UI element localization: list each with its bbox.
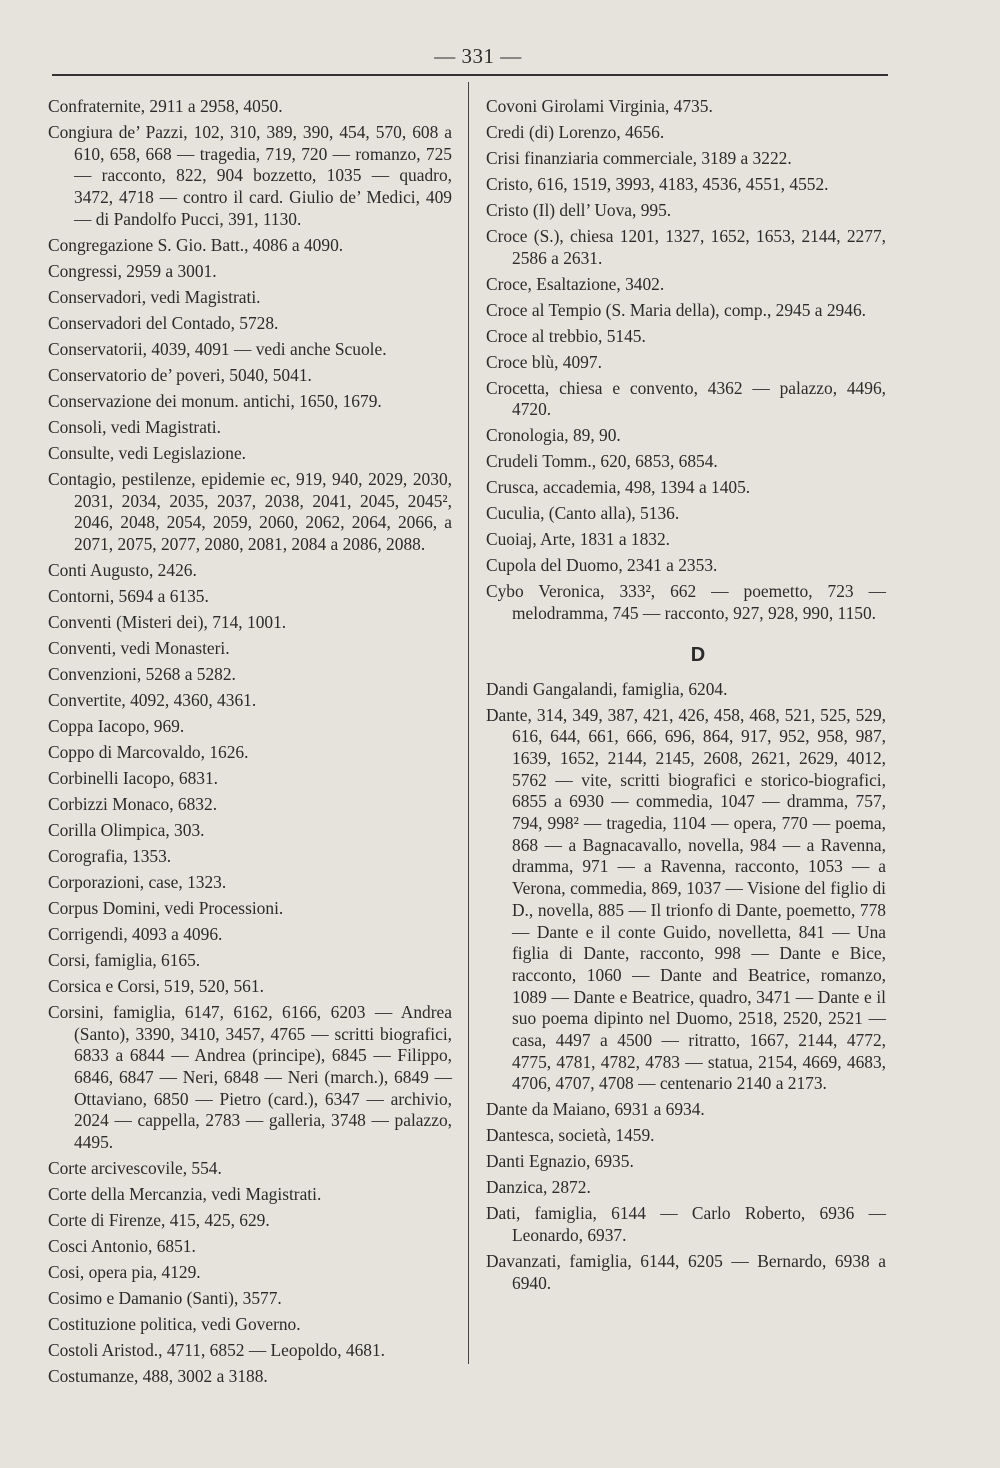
index-entry: Convertite, 4092, 4360, 4361. xyxy=(48,689,257,710)
index-entry: Corilla Olimpica, 303. xyxy=(48,819,205,840)
index-entry: Corporazioni, case, 1323. xyxy=(48,871,227,892)
index-entry: Crisi finanziaria commerciale, 3189 a 3222. xyxy=(486,148,792,168)
index-entry: Cupola del Duomo, 2341 a 2353. xyxy=(486,555,718,576)
index-entry: Cosci Antonio, 6851. xyxy=(48,1236,196,1257)
index-entry: Croce al Tempio (S. Maria della), comp., 2945 a 2946. xyxy=(486,299,866,320)
index-entry: Conventi, vedi Monasteri. xyxy=(48,637,230,658)
index-entry: Corsini, famiglia, 6147, 6162, 6166, 6203 — Andrea (Santo), 3390, 3410, 3457, 4765 — scritti biografici, 6833 a 6844 — Andrea (principe), 6845 — Filippo, 6846, 6847 — Neri, 6848 — Neri (march.), 6849 — Ottaviano, 6850 — Pietro (card.), 6347 — archivio, 2024 — cappella, 2783 — galleria, 3748 — palazzo, 4495. xyxy=(48,1001,452,1153)
index-entry: Corsi, famiglia, 6165. xyxy=(48,949,201,970)
index-entry: Congressi, 2959 a 3001. xyxy=(48,260,217,281)
index-entry: Corbinelli Iacopo, 6831. xyxy=(48,767,219,788)
index-entry: Corografia, 1353. xyxy=(48,845,172,866)
index-entry: Corsica e Corsi, 519, 520, 561. xyxy=(48,975,264,996)
index-entry: Consulte, vedi Legislazione. xyxy=(48,442,247,463)
index-entry: Congregazione S. Gio. Batt., 4086 a 4090. xyxy=(48,234,344,255)
index-entry: Corte della Mercanzia, vedi Magistrati. xyxy=(48,1184,322,1205)
page-number: — 331 — xyxy=(434,44,522,68)
index-entry: Costoli Aristod., 4711, 6852 — Leopoldo, 4681. xyxy=(48,1340,386,1361)
index-entry: Conservadori, vedi Magistrati. xyxy=(48,286,261,307)
index-entry: Dandi Gangalandi, famiglia, 6204. xyxy=(486,678,728,699)
index-entry: Credi (di) Lorenzo, 4656. xyxy=(486,122,665,142)
index-entry: Covoni Girolami Virginia, 4735. xyxy=(486,96,713,116)
right-column-c-entries xyxy=(486,96,886,625)
index-entry: Cybo Veronica, 333², 662 — poemetto, 723 — melodramma, 745 — racconto, 927, 928, 990, 1150. xyxy=(486,581,886,624)
index-entry: Crocetta, chiesa e convento, 4362 — palazzo, 4496, 4720. xyxy=(486,377,886,420)
index-entry: Contorni, 5694 a 6135. xyxy=(48,585,209,606)
index-entry: Consoli, vedi Magistrati. xyxy=(48,416,221,437)
index-entry: Convenzioni, 5268 a 5282. xyxy=(48,663,236,684)
index-entry: Conservazione dei monum. antichi, 1650, 1679. xyxy=(48,390,382,411)
index-entry: Confraternite, 2911 a 2958, 4050. xyxy=(48,96,283,116)
index-entry: Crusca, accademia, 498, 1394 a 1405. xyxy=(486,477,751,498)
header-rule xyxy=(52,74,888,76)
right-column-d-entries xyxy=(486,679,886,1295)
index-entry: Croce al trebbio, 5145. xyxy=(486,325,646,346)
section-letter: D xyxy=(690,643,706,666)
index-entry: Cosi, opera pia, 4129. xyxy=(48,1262,201,1283)
index-entry: Contagio, pestilenze, epidemie ec, 919, 940, 2029, 2030, 2031, 2034, 2035, 2037, 2038, 2041, 2045, 2045², 2046, 2048, 2054, 2059, 2060, 2062, 2064, 2066, a 2071, 2075, 2077, 2080, 2081, 2084 a 2086, 2088. xyxy=(48,468,452,554)
index-entry: Cristo (Il) dell’ Uova, 995. xyxy=(486,200,672,220)
index-entry: Conservatorii, 4039, 4091 — vedi anche Scuole. xyxy=(48,338,387,359)
index-entry: Cristo, 616, 1519, 3993, 4183, 4536, 4551, 4552. xyxy=(486,174,829,194)
index-entry: Congiura de’ Pazzi, 102, 310, 389, 390, 454, 570, 608 a 610, 658, 668 — tragedia, 719, 720 — romanzo, 725 — racconto, 822, 904 bozzetto, 1035 — quadro, 3472, 4718 — contro il card. Giulio de’ Medici, 409 — di Pandolfo Pucci, 391, 1130. xyxy=(48,122,452,229)
index-entry: Costituzione politica, vedi Governo. xyxy=(48,1314,301,1335)
index-entry: Corpus Domini, vedi Processioni. xyxy=(48,897,284,918)
index-entry: Dantesca, società, 1459. xyxy=(486,1125,655,1146)
index-entry: Cuoiaj, Arte, 1831 a 1832. xyxy=(486,529,671,550)
index-entry: Conservatorio de’ poveri, 5040, 5041. xyxy=(48,364,312,385)
right-column xyxy=(486,96,886,1299)
index-entry: Danti Egnazio, 6935. xyxy=(486,1151,634,1172)
index-entry: Costumanze, 488, 3002 a 3188. xyxy=(48,1366,268,1387)
index-entry: Croce blù, 4097. xyxy=(486,351,602,372)
index-entry: Dante, 314, 349, 387, 421, 426, 458, 468, 521, 525, 529, 616, 644, 661, 666, 696, 864, 917, 952, 958, 987, 1639, 1652, 2144, 2145, 2608, 2621, 2629, 4012, 5762 — vite, scritti biografici e storico-biografici, 6855 a 6930 — commedia, 1047 — dramma, 757, 794, 998² — tragedia, 1104 — opera, 770 — poema, 868 — a Bagnacavallo, novella, 984 — a Ravenna, dramma, 971 — a Ravenna, racconto, 1053 — a Verona, commedia, 869, 1037 — Visione del figlio di D., novella, 885 — Il trionfo di Dante, poemetto, 778 — Dante e il conte Guido, novelletta, 841 — Una figlia di Dante, racconto, 998 — Dante e Bice, racconto, 1060 — Dante and Beatrice, romanzo, 1089 — Dante e Beatrice, quadro, 3471 — Dante e il suo poema dipinto nel Duomo, 2518, 2520, 2521 — casa, 4497 a 4500 — ritratto, 1667, 2144, 4772, 4775, 4781, 4782, 4783 — statua, 2154, 4669, 4683, 4706, 4707, 4708 — centenario 2140 a 2173. xyxy=(486,704,886,1094)
index-entry: Corbizzi Monaco, 6832. xyxy=(48,793,218,814)
index-entry: Croce (S.), chiesa 1201, 1327, 1652, 1653, 2144, 2277, 2586 a 2631. xyxy=(486,226,886,268)
index-entry: Coppo di Marcovaldo, 1626. xyxy=(48,741,249,762)
index-entry: Conti Augusto, 2426. xyxy=(48,559,197,580)
index-entry: Cuculia, (Canto alla), 5136. xyxy=(486,503,680,524)
index-entry: Crudeli Tomm., 620, 6853, 6854. xyxy=(486,451,718,472)
index-entry: Coppa Iacopo, 969. xyxy=(48,715,185,736)
index-entry: Conventi (Misteri dei), 714, 1001. xyxy=(48,611,287,632)
index-entry: Cosimo e Damanio (Santi), 3577. xyxy=(48,1288,282,1309)
index-entry: Dati, famiglia, 6144 — Carlo Roberto, 6936 — Leonardo, 6937. xyxy=(486,1203,886,1246)
left-column xyxy=(48,96,452,1392)
index-entry: Corrigendi, 4093 a 4096. xyxy=(48,923,223,944)
index-entry: Conservadori del Contado, 5728. xyxy=(48,312,279,333)
index-entry: Corte arcivescovile, 554. xyxy=(48,1158,222,1179)
index-entry: Cronologia, 89, 90. xyxy=(486,425,621,446)
index-entry: Croce, Esaltazione, 3402. xyxy=(486,273,665,294)
index-entry: Danzica, 2872. xyxy=(486,1177,591,1198)
index-entry: Dante da Maiano, 6931 a 6934. xyxy=(486,1099,705,1120)
index-entry: Corte di Firenze, 415, 425, 629. xyxy=(48,1210,270,1231)
column-divider xyxy=(468,82,469,1364)
index-entry: Davanzati, famiglia, 6144, 6205 — Bernardo, 6938 a 6940. xyxy=(486,1251,886,1293)
